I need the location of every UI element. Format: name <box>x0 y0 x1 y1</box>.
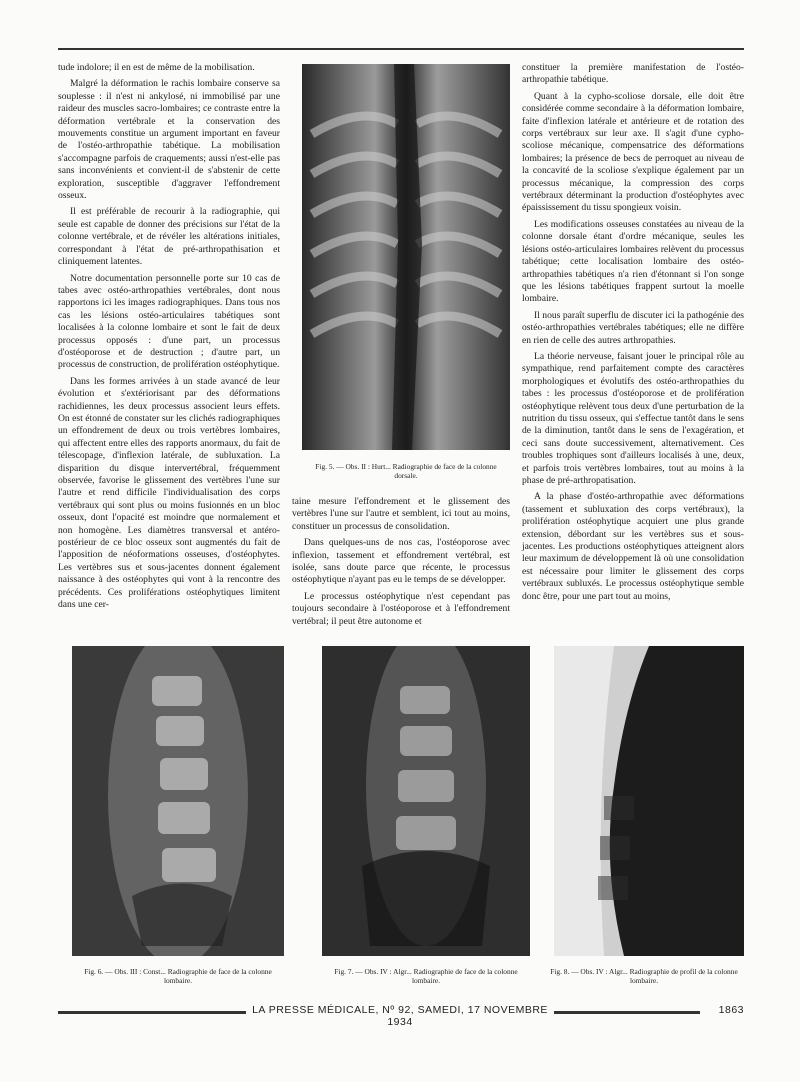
footer-rule-right <box>554 1011 700 1014</box>
text-column-1 <box>58 62 280 615</box>
figure-6-radiograph <box>72 646 284 956</box>
radiograph-image <box>72 646 284 956</box>
radiograph-image <box>554 646 744 956</box>
paragraph: Dans les formes arrivées à un stade avancé de leur évolution et s'extériorisant par des déformations rachidiennes, les deux processus associent leurs effets. On est étonné de constater sur les clichés radiographiques un effondrement de deux ou trois vertèbres lombaires, qui affectent entre elles des rapports anormaux, du fait de télescopage, d'inflexion latérale, de subluxation. La disparition du disque intervertébral, fréquemment observée, favorise le glissement des vertèbres l'une sur l'autre et rend difficile l'individualisation des corps vertébraux qui sont plus ou moins fusionnés en un bloc osseux, dont l'opacité est moindre que normalement et non homogène. Les diamètres transversal et antéro-postérieur de ce bloc osseux sont augmentés du fait de l'apposition de néoformations osseuses, d'ostéophytes. Les vertèbres sus et sous-jacentes donnent également naissance à des ostéophytes qui vont à la rencontre des précédents. Ces proliférations ostéophytiques limitent dans une cer- <box>58 375 280 611</box>
figure-8-radiograph <box>554 646 744 956</box>
text-column-2 <box>292 496 510 632</box>
figure-5-radiograph <box>302 64 510 450</box>
figure-6-caption: Fig. 6. — Obs. III : Const... Radiographie de face de la colonne lombaire. <box>84 967 272 986</box>
page-number: 1863 <box>718 1004 744 1016</box>
paragraph: La théorie nerveuse, faisant jouer le principal rôle au sympathique, rend parfaitement compte des caractères morphologiques et évolutifs des ostéo-arthropathies du tabes : les processus d'ostéoporose et de prolifération ostéophytique relèvent tous deux d'une perturbation de la nutrition du tissu osseux, qui s'effectue tantôt dans le sens de la diminution, tantôt dans le sens de l'exagération, et ceci sans doute successivement, alternativement. Ces troubles trophiques sont d'ailleurs localisés à une, deux, et parfois trois vertèbres lombaires, tout au moins à la phase de pré-arthropatisation. <box>522 350 744 486</box>
figure-8-caption: Fig. 8. — Obs. IV : Algr... Radiographie de profil de la colonne lombaire. <box>550 967 738 986</box>
paragraph: constituer la première manifestation de l'ostéo-arthropathie tabétique. <box>522 62 744 86</box>
paragraph: Le processus ostéophytique n'est cependant pas toujours secondaire à l'ostéoporose et à l'effondrement vertébral; il peut être autonome et <box>292 590 510 627</box>
journal-footer: LA PRESSE MÉDICALE, Nº 92, SAMEDI, 17 NOVEMBRE 1934 <box>252 1004 548 1028</box>
radiograph-image <box>302 64 510 450</box>
radiograph-image <box>322 646 530 956</box>
paragraph: Les modifications osseuses constatées au niveau de la colonne dorsale étant d'ordre mécanique, seules les lésions ostéo-articulaires lombaires relèvent du processus tabétique; cette localisation lombaire des ostéo-arthropathies tabétiques n'a rien d'étonnant si l'on songe que les lésions tabétiques frappent surtout la moelle lombaire. <box>522 218 744 305</box>
paragraph: tude indolore; il en est de même de la mobilisation. <box>58 62 255 73</box>
paragraph: Il nous paraît superflu de discuter ici la pathogénie des ostéo-arthropathies vertébrales tabétiques; elle ne diffère en rien de celle des autres arthropathies. <box>522 309 744 346</box>
figure-7-radiograph <box>322 646 530 956</box>
text-column-3 <box>522 62 744 607</box>
paragraph: taine mesure l'effondrement et le glissement des vertèbres l'une sur l'autre et semblent, ici tout au moins, constituer un processus de consolidation. <box>292 496 510 532</box>
paragraph: Notre documentation personnelle porte sur 10 cas de tabes avec ostéo-arthropathies vertébrales, dont nous rapportons ici les images radiographiques. Dans tous nos cas les lésions ostéo-articulaires tabétiques sont localisées à la colonne lombaire et sont le fait de deux processus opposés : d'une part, un processus d'ostéoporose et de destruction ; d'autre part, un processus de construction, de prolifération ostéophytique. <box>58 272 280 371</box>
paragraph: Malgré la déformation le rachis lombaire conserve sa souplesse : il n'est ni ankylosé, ni immobilisé par une raideur des muscles sacro-lombaires; ce contraste entre la déformation vertébrale et la conservation des mouvements constitue un argument important en faveur de l'ostéo-arthropathie tabétique. La mobilisation s'accompagne parfois de craquements; aussi n'est-elle pas sans inconvénients et convient-il de s'abstenir de cette exploration, susceptible d'aggraver l'effondrement osseux. <box>58 78 280 202</box>
footer-rule-left <box>58 1011 246 1014</box>
figure-5-caption: Fig. 5. — Obs. II : Hurt... Radiographie de face de la colonne dorsale. <box>315 462 497 481</box>
paragraph: Il est préférable de recourir à la radiographie, qui seule est capable de donner des précisions sur l'état de la colonne vertébrale, et de révéler les altérations initiales, correspondant à l'état de pré-arthropathisation et cliniquement latentes. <box>58 206 280 268</box>
header-rule <box>58 48 744 50</box>
paragraph: Quant à la cypho-scoliose dorsale, elle doit être considérée comme secondaire à la déformation lombaire, faite d'inflexion latérale et antérieure et de rotation des corps vertébraux sur leur axe. Il s'agit d'une cypho-scoliose mécanique, compensatrice des déformations lombaires; la présence de becs de perroquet au niveau de la concavité de la scoliose s'explique également par un processus mécanique, la compression des corps vertébraux déterminant la production d'ostéophytes avec épaississement du tissu spongieux voisin. <box>522 90 744 214</box>
figure-7-caption: Fig. 7. — Obs. IV : Algr... Radiographie de face de la colonne lombaire. <box>334 967 518 986</box>
paragraph: Dans quelques-uns de nos cas, l'ostéoporose avec inflexion, tassement et effondrement vertébral, est isolée, sans doute parce que récente, le processus ostéophytique n'ayant pas eu le temps de se développer. <box>292 537 510 586</box>
paragraph: A la phase d'ostéo-arthropathie avec déformations (tassement et subluxation des corps vertébraux), la prolifération ostéophytique acquiert une plus grande extension, débordant sur les vertèbres sus et sous-jacentes. Les productions ostéophytiques atteignent alors leur maximum de développement là où une consolidation est nécessaire pour limiter le glissement des corps vertébraux subluxés. Le processus ostéophytique semble donc être, pour une part tout au moins, <box>522 491 744 602</box>
